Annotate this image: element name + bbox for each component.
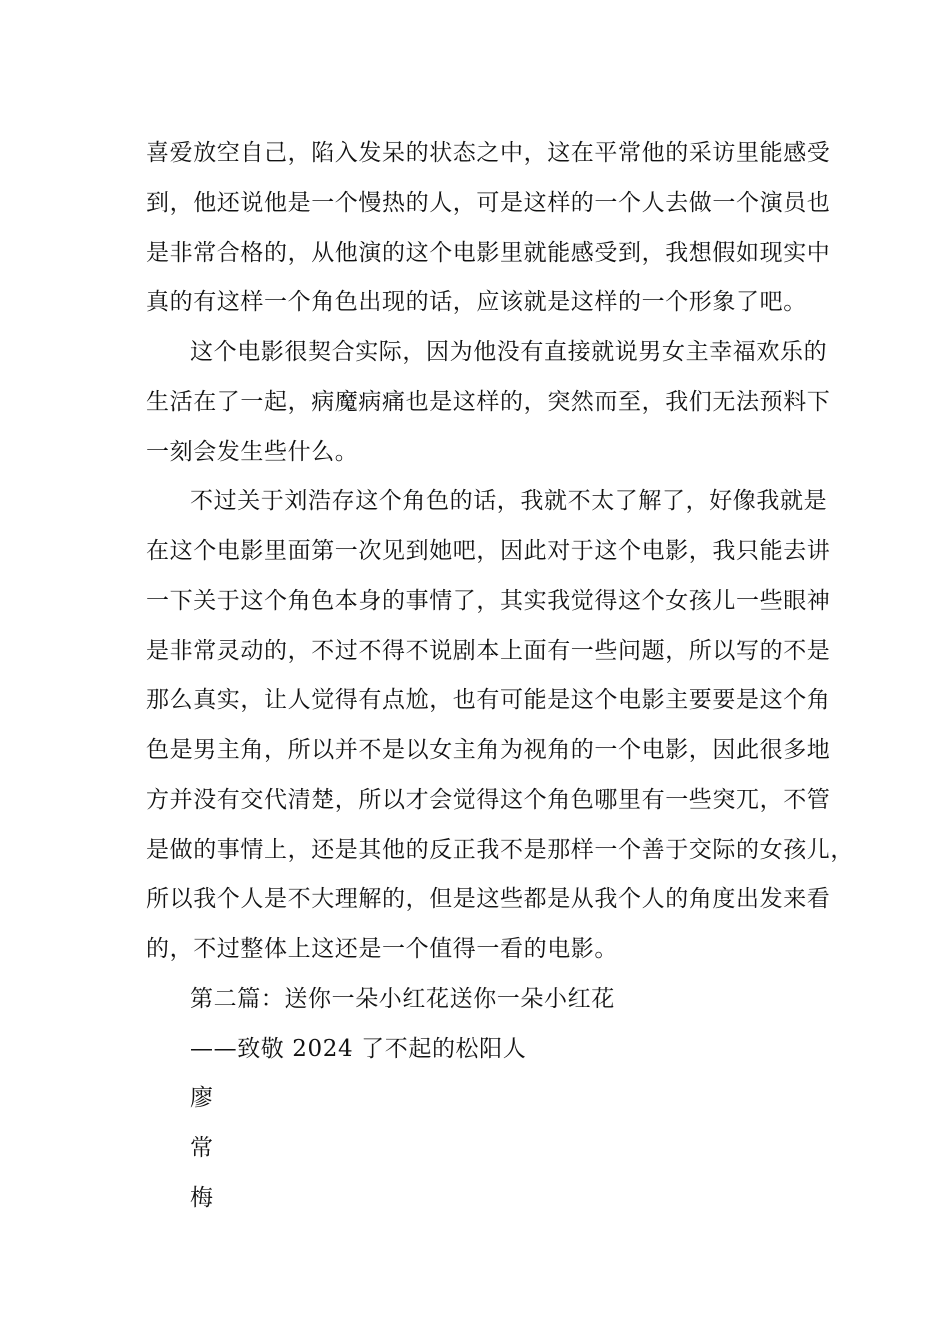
paragraph-line: 方并没有交代清楚，所以才会觉得这个角色哪里有一些突兀，不管 xyxy=(146,787,831,813)
paragraph-line: 那么真实，让人觉得有点尬，也有可能是这个电影主要要是这个角 xyxy=(146,687,831,713)
paragraph-line: 所以我个人是不大理解的，但是这些都是从我个人的角度出发来看 xyxy=(146,886,831,912)
paragraph-line: 不过关于刘浩存这个角色的话，我就不太了解了，好像我就是 xyxy=(190,488,828,514)
paragraph-line: 在这个电影里面第一次见到她吧，因此对于这个电影，我只能去讲 xyxy=(146,538,831,564)
section-title: 第二篇：送你一朵小红花送你一朵小红花 xyxy=(190,986,615,1012)
paragraph-line: 真的有这样一个角色出现的话，应该就是这样的一个形象了吧。 xyxy=(146,289,807,315)
section-subtitle: ——致敬 2024 了不起的松阳人 xyxy=(190,1036,527,1062)
paragraph-line: 是非常灵动的，不过不得不说剧本上面有一些问题，所以写的不是 xyxy=(146,638,831,664)
paragraph-line: 到，他还说他是一个慢热的人，可是这样的一个人去做一个演员也 xyxy=(146,190,831,216)
paragraph-line: 色是男主角，所以并不是以女主角为视角的一个电影，因此很多地 xyxy=(146,737,831,763)
author-char: 梅 xyxy=(190,1185,214,1211)
paragraph-line: 的，不过整体上这还是一个值得一看的电影。 xyxy=(146,936,618,962)
paragraph-line: 是非常合格的，从他演的这个电影里就能感受到，我想假如现实中 xyxy=(146,240,831,266)
paragraph-line: 生活在了一起，病魔病痛也是这样的，突然而至，我们无法预料下 xyxy=(146,389,831,415)
author-char: 常 xyxy=(190,1135,214,1161)
author-char: 廖 xyxy=(190,1085,214,1111)
paragraph-line: 是做的事情上，还是其他的反正我不是那样一个善于交际的女孩儿， xyxy=(146,837,854,863)
paragraph-line: 一下关于这个角色本身的事情了，其实我觉得这个女孩儿一些眼神 xyxy=(146,588,831,614)
paragraph-line: 一刻会发生些什么。 xyxy=(146,439,359,465)
paragraph-line: 这个电影很契合实际，因为他没有直接就说男女主幸福欢乐的 xyxy=(190,339,828,365)
paragraph-line: 喜爱放空自己，陷入发呆的状态之中，这在平常他的采访里能感受 xyxy=(146,140,831,166)
